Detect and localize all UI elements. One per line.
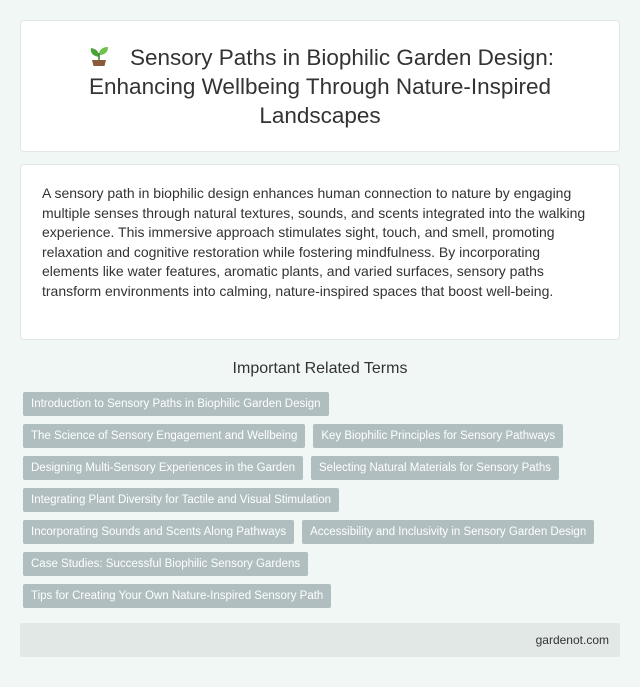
related-term-tag[interactable]: The Science of Sensory Engagement and Wellbeing [23, 424, 305, 448]
related-term-tag[interactable]: Incorporating Sounds and Scents Along Pathways [23, 520, 294, 544]
sprout-icon [86, 45, 112, 67]
tag-row [23, 552, 623, 576]
related-term-tag[interactable]: Selecting Natural Materials for Sensory Paths [311, 456, 559, 480]
summary-text: A sensory path in biophilic design enhances human connection to nature by engaging multiple senses through natural textures, sounds, and scents integrated into the walking experience. This immersive approach stimulates sight, touch, and smell, promoting relaxation and cognitive restoration while fostering mindfulness. By incorporating elements like water features, aromatic plants, and varied surfaces, sensory paths transform environments into calming, nature-inspired spaces that boost well-being. [42, 185, 586, 299]
related-term-tag[interactable]: Key Biophilic Principles for Sensory Pathways [313, 424, 563, 448]
related-terms-heading: Important Related Terms [232, 360, 408, 377]
footer [20, 623, 620, 657]
related-term-tag[interactable]: Tips for Creating Your Own Nature-Inspired Sensory Path [23, 584, 331, 608]
tag-row [23, 392, 623, 416]
summary-card [20, 164, 620, 340]
title-card [20, 20, 620, 152]
page-title-text: Sensory Paths in Biophilic Garden Design: Enhancing Wellbeing Through Nature-Inspired Landscapes [89, 44, 554, 128]
related-term-tag[interactable]: Designing Multi-Sensory Experiences in the Garden [23, 456, 303, 480]
related-terms-list [23, 392, 623, 616]
tag-row [23, 520, 623, 544]
related-term-tag[interactable]: Introduction to Sensory Paths in Biophilic Garden Design [23, 392, 329, 416]
tag-row [23, 488, 623, 512]
related-term-tag[interactable]: Accessibility and Inclusivity in Sensory Garden Design [302, 520, 594, 544]
tag-row [23, 424, 623, 448]
page-title [21, 43, 619, 130]
related-term-tag[interactable]: Integrating Plant Diversity for Tactile and Visual Stimulation [23, 488, 339, 512]
tag-row [23, 584, 623, 608]
footer-site-link[interactable]: gardenot.com [535, 633, 609, 647]
related-term-tag[interactable]: Case Studies: Successful Biophilic Sensory Gardens [23, 552, 308, 576]
tag-row [23, 456, 623, 480]
